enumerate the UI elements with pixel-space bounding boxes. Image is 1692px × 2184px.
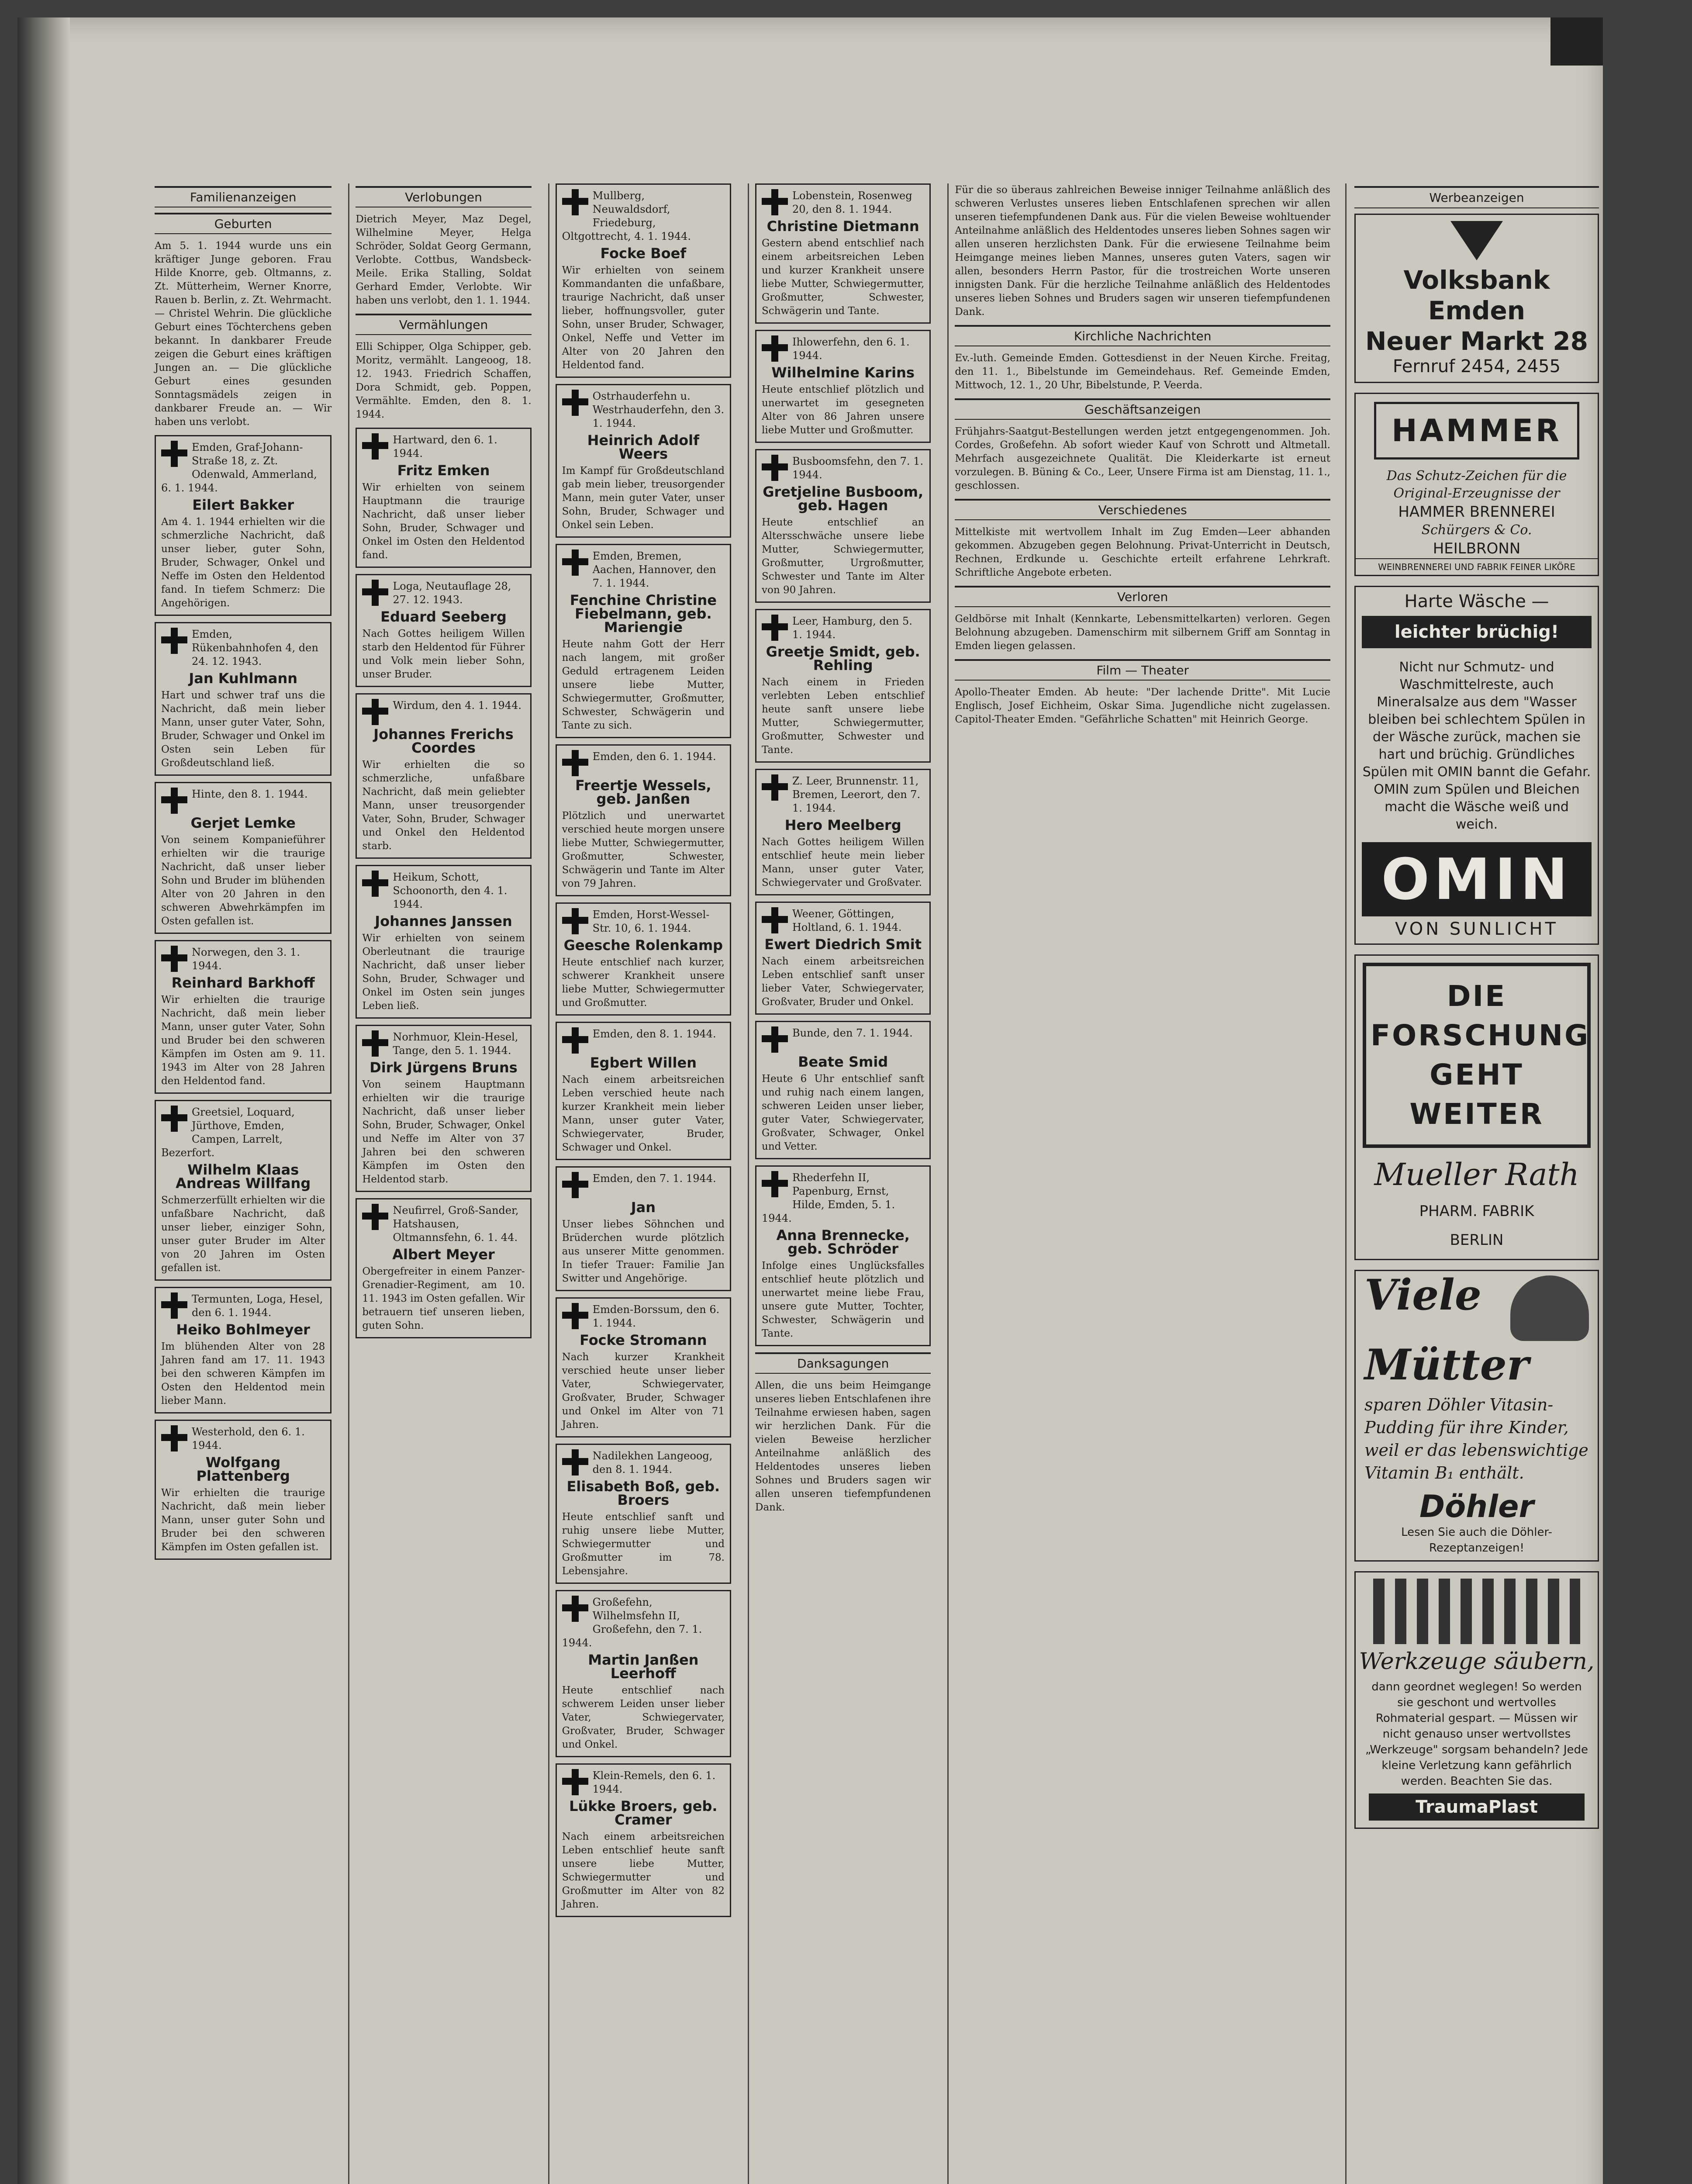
notice-body: Heute 6 Uhr entschlief sanft und ruhig nach einem langen, schweren Leiden unser lieber, guter Vater, Schwiegervater, Großvater, Schwager, Onkel und Vetter.: [762, 1073, 925, 1152]
death-notice: [556, 1590, 731, 1757]
hammer-strip: WEINBRENNEREI UND FABRIK FEINER LIKÖRE: [1356, 558, 1598, 575]
notice-name: Johannes Frerichs Coordes: [373, 726, 514, 756]
doehler-logo: Döhler: [1419, 1489, 1534, 1524]
death-notice: [556, 384, 731, 538]
notice-name: Heinrich Adolf Weers: [587, 432, 700, 462]
section-heading-film: Film — Theater: [955, 659, 1330, 681]
mueller-rath-sub1: PHARM. FABRIK: [1419, 1203, 1534, 1220]
column-5: [947, 183, 1336, 2184]
doehler-ad: [1354, 1270, 1599, 1562]
death-notice: [155, 1100, 331, 1281]
page-binding: [17, 17, 70, 2184]
notice-body: Wir erhielten die traurige Nachricht, daß mein lieber Mann, unser guter Vater, Sohn und Bruder bei den schweren Kämpfen im Osten am 9. 11. 1943 im Alter von 28 Jahren den Heldentod fand.: [161, 994, 325, 1087]
tools-icon: [1373, 1579, 1580, 1644]
notice-place-date: Lobenstein, Rosenweg 20, den 8. 1. 1944.: [792, 190, 912, 215]
traumaplast-ad: [1354, 1571, 1599, 1829]
volksbank-logo-icon: [1446, 221, 1507, 265]
column-2: [348, 183, 537, 2184]
iron-cross-icon: [161, 946, 187, 972]
notice-body: Wir erhielten von seinem Kommandanten die unfaßbare, traurige Nachricht, daß unser lieber, hoffnungsvoller, guter Sohn, unser Bruder, Schwager, Onkel, Neffe und Vetter im Alter von 20 Jahren den Heldentod fand.: [562, 265, 725, 371]
traumaplast-logo: TraumaPlast: [1369, 1794, 1585, 1821]
notice-name: Reinhard Barkhoff: [171, 975, 315, 991]
iron-cross-icon: [362, 433, 388, 460]
forschung-line1: DIE: [1447, 979, 1507, 1013]
iron-cross-icon: [762, 1026, 788, 1053]
notice-body: Von seinem Hauptmann erhielten wir die traurige Nachricht, daß unser lieber Sohn, Bruder, Schwager, Onkel und Neffe im Alter von 37 Jahren bei den schweren Kämpfen im Osten den Heldentod starb.: [362, 1079, 525, 1185]
iron-cross-icon: [762, 907, 788, 933]
film-text: Apollo-Theater Emden. Ab heute: "Der lachende Dritte". Mit Lucie Englisch, Josef Eichheim, Oskar Sima. Jugendliche nicht zugelassen. Capitol-Theater Emden. "Gefährliche Schatten" mit Heinrich George.: [955, 687, 1330, 725]
iron-cross-icon: [161, 628, 187, 654]
section-heading-church: Kirchliche Nachrichten: [955, 325, 1330, 346]
notice-place-date: Heikum, Schott, Schoonorth, den 4. 1. 1944.: [393, 871, 508, 910]
iron-cross-icon: [362, 871, 388, 897]
hammer-tagline: Das Schutz-Zeichen für die Original-Erzeugnisse der: [1386, 468, 1567, 501]
iron-cross-icon: [762, 615, 788, 641]
notice-place-date: Wirdum, den 4. 1. 1944.: [393, 699, 521, 712]
notice-name: Geesche Rolenkamp: [563, 937, 723, 954]
notice-name: Gretjeline Busboom, geb. Hagen: [763, 484, 924, 514]
notice-body: Nach einem in Frieden verlebten Leben entschlief heute sanft unsere liebe Mutter, Schwiegermutter, Großmutter, Schwester und Tante.: [762, 677, 925, 756]
notice-name: Fenchine Christine Fiebelmann, geb. Mariengie: [570, 592, 717, 636]
notice-name: Wilhelmine Karins: [771, 364, 915, 381]
notice-place-date: Norwegen, den 3. 1. 1944.: [192, 946, 300, 972]
death-notice: [556, 1763, 731, 1917]
business-text: Frühjahrs-Saatgut-Bestellungen werden jetzt entgegengenommen. Joh. Cordes, Großefehn. Ab sofort wieder Kauf von Schrott und Altmetall. Mehrfach ausgezeichnete Qualität. Die Kleiderkarte ist erneut vorzulegen. B. Büning & Co., Leer, Unsere Firma ist am Dienstag, 11. 1., geschlossen.: [955, 426, 1330, 491]
notice-body: Plötzlich und unerwartet verschied heute morgen unsere liebe Mutter, Schwiegermutter, Großmutter, Schwester, Schwägerin und Tante im Alter von 79 Jahren.: [562, 810, 725, 889]
notice-body: Nach Gottes heiligem Willen entschlief heute mein lieber Mann, unser guter Vater, Schwiegervater und Großvater.: [762, 836, 925, 888]
forschung-box: [1363, 963, 1591, 1148]
iron-cross-icon: [562, 1449, 588, 1476]
iron-cross-icon: [562, 908, 588, 934]
iron-cross-icon: [562, 1027, 588, 1054]
omin-title: Harte Wäsche —: [1404, 591, 1549, 612]
death-notice: [556, 1022, 731, 1160]
notice-name: Elisabeth Boß, geb. Broers: [566, 1478, 720, 1508]
notice-place-date: Klein-Remels, den 6. 1. 1944.: [592, 1769, 716, 1795]
iron-cross-icon: [562, 1596, 588, 1622]
notice-place-date: Hinte, den 8. 1. 1944.: [192, 788, 308, 800]
notice-place-date: Neufirrel, Groß-Sander, Hatshausen, Oltmannsfehn, 6. 1. 44.: [393, 1204, 519, 1244]
doehler-footer: Lesen Sie auch die Döhler-Rezeptanzeigen!: [1401, 1526, 1552, 1555]
notice-body: Heute entschlief nach kurzer, schwerer Krankheit unsere liebe Mutter, Schwiegermutter und Großmutter.: [562, 957, 725, 1009]
iron-cross-icon: [562, 390, 588, 416]
death-notice: [155, 622, 331, 776]
hammer-ad: [1354, 393, 1599, 576]
notice-name: Albert Meyer: [392, 1246, 495, 1263]
notice-name: Anna Brennecke, geb. Schröder: [776, 1227, 910, 1257]
births-text: Am 5. 1. 1944 wurde uns ein kräftiger Junge geboren. Frau Hilde Knorre, geb. Oltmanns, z. Zt. Mütterheim, Werner Knorre, Rauen b. Berlin, z. Zt. Wehrmacht. — Christel Wehrin. Die glückliche Geburt eines Töchterchens geben bekannt. In dankbarer Freude zeigen die Geburt eines kräftigen Jungen an. — Die glückliche Geburt eines gesunden Sonntagsmädels zeigen in dankbarer Freude an. — Wir haben uns verlobt.: [155, 240, 332, 428]
notice-body: Heute entschlief plötzlich und unerwartet im gesegneten Alter von 86 Jahren unsere liebe Mutter und Großmutter.: [762, 384, 925, 436]
hammer-logo: HAMMER: [1374, 402, 1579, 460]
notice-place-date: Emden, Rükenbahnhofen 4, den 24. 12. 1943.: [192, 628, 318, 667]
notice-list: [556, 183, 731, 1917]
notice-name: Focke Stromann: [580, 1332, 707, 1348]
omin-sub: VON SUNLICHT: [1395, 919, 1558, 939]
iron-cross-icon: [762, 1171, 788, 1197]
notice-body: Heute entschlief sanft und ruhig unsere liebe Mutter, Schwiegermutter und Großmutter im 78. Lebensjahre.: [562, 1511, 725, 1577]
iron-cross-icon: [362, 1030, 388, 1057]
notice-name: Gerjet Lemke: [190, 815, 296, 831]
death-notice: [155, 435, 331, 616]
hammer-owner: Schürgers & Co.: [1421, 522, 1532, 538]
section-heading-family: Familienanzeigen: [155, 186, 331, 207]
volksbank-address: Neuer Markt 28: [1365, 326, 1588, 356]
notice-name: Greetje Smidt, geb. Rehling: [766, 643, 920, 674]
notice-body: Heute nahm Gott der Herr nach langem, mit großer Geduld ertragenem Leiden unsere liebe Mutter, Schwiegermutter, Großmutter, Schwester, Schwägerin und Tante zu sich.: [562, 639, 725, 731]
death-notice: [755, 330, 931, 443]
death-notice: [755, 902, 931, 1015]
notice-list: [155, 435, 331, 1560]
death-notice: [755, 183, 931, 324]
notice-place-date: Emden, den 6. 1. 1944.: [592, 750, 716, 763]
notice-body: Nach einem arbeitsreichen Leben verschied heute nach kurzer Krankheit mein lieber Mann, unser guter Vater, Schwiegervater, Bruder, Schwager und Onkel.: [562, 1074, 725, 1153]
omin-highlight: leichter brüchig!: [1362, 616, 1592, 648]
notice-place-date: Rhederfehn II, Papenburg, Ernst, Hilde, Emden, 5. 1. 1944.: [762, 1171, 895, 1224]
death-notice: [155, 1420, 331, 1560]
thanks-text-continued: Für die so überaus zahlreichen Beweise inniger Teilnahme anläßlich des schweren Verlustes unseres lieben Entschlafenen sprechen wir allen unseren tiefempfundenen Dank aus. Für die vielen Beweise wohltuender Anteilnahme anläßlich des Heldentodes unseres lieben Sohnes sagen wir allen unseren herzlichsten Dank. Für die erwiesene Teilnahme beim Heimgange meines lieben Mannes, unseres guten Vaters, sagen wir allen, besonders Herrn Pastor, für die trostreichen Worte unseren innigsten Dank. Für die herzliche Teilnahme anläßlich des Heldentodes unseres lieben Sohnes und Bruders sagen wir unseren tiefempfundenen Dank.: [955, 184, 1330, 318]
notice-name: Wolfgang Plattenberg: [196, 1454, 290, 1484]
column-1: [148, 183, 338, 2184]
death-notice: [356, 865, 531, 1019]
ads-column: [1345, 183, 1599, 2184]
notice-place-date: Nadilekhen Langeoog, den 8. 1. 1944.: [592, 1450, 713, 1476]
notice-name: Jan Kuhlmann: [189, 670, 297, 687]
notice-place-date: Busboomsfehn, den 7. 1. 1944.: [792, 455, 924, 481]
notice-place-date: Norhmuor, Klein-Hesel, Tange, den 5. 1. 1944.: [393, 1031, 518, 1057]
death-notice: [755, 1165, 931, 1346]
section-heading-lost: Verloren: [955, 586, 1330, 607]
notice-name: Egbert Willen: [590, 1054, 697, 1071]
notice-name: Jan: [631, 1199, 656, 1216]
notice-body: Heute entschlief an Altersschwäche unsere liebe Mutter, Schwiegermutter, Großmutter, Urgroßmutter, Schwester und Tante im Alter von 90 Jahren.: [762, 517, 925, 596]
newspaper-page: [17, 17, 1603, 2184]
weddings-text: Elli Schipper, Olga Schipper, geb. Moritz, vermählt. Langeoog, 18. 12. 1943. Friedrich Schaffen, Dora Schmidt, geb. Poppen, Vermählte. Emden, den 8. 1. 1944.: [356, 341, 532, 420]
death-notice: [356, 1025, 531, 1192]
notice-name: Fritz Emken: [397, 462, 490, 479]
column-3: [548, 183, 737, 2184]
section-heading-births: Geburten: [155, 213, 331, 234]
column-4: [748, 183, 937, 2184]
notice-place-date: Loga, Neutauflage 28, 27. 12. 1943.: [393, 580, 511, 606]
notice-list: [755, 183, 931, 1346]
mueller-rath-ad: [1354, 954, 1599, 1260]
notice-place-date: Westerhold, den 6. 1. 1944.: [192, 1426, 305, 1451]
notice-name: Freertje Wessels, geb. Janßen: [575, 777, 711, 807]
engagements-text: Dietrich Meyer, Maz Degel, Wilhelmine Meyer, Helga Schröder, Soldat Georg Germann, Verlobte. Cottbus, Wandsbeck-Meile. Erika Stalling, Soldat Gerhard Emder, Verlobte. Wir haben uns verlobt, den 1. 1. 1944.: [356, 214, 532, 306]
notice-name: Johannes Janssen: [375, 913, 512, 930]
iron-cross-icon: [161, 1106, 187, 1132]
iron-cross-icon: [562, 1303, 588, 1329]
death-notice: [556, 1297, 731, 1438]
section-heading-engagements: Verlobungen: [356, 186, 531, 207]
omin-body: Nicht nur Schmutz- und Waschmittelreste, auch Mineralsalze aus dem "Wasser bleiben bei schlechtem Spülen in der Wäsche zurück, machen sie hart und brüchig. Gründliches Spülen mit OMIN bannt die Gefahr. OMIN zum Spülen und Bleichen macht die Wäsche weiß und weich.: [1362, 660, 1591, 832]
notice-body: Wir erhielten von seinem Hauptmann die traurige Nachricht, daß unser lieber Sohn, Bruder, Schwager und Onkel im Osten den Heldentod fand.: [362, 482, 525, 561]
iron-cross-icon: [362, 699, 388, 725]
notice-place-date: Emden-Borssum, den 6. 1. 1944.: [592, 1303, 720, 1329]
notice-place-date: Hartward, den 6. 1. 1944.: [393, 434, 497, 460]
doehler-headline-2: Mütter: [1364, 1340, 1529, 1389]
death-notice: [155, 1287, 331, 1413]
notice-place-date: Emden, Bremen, Aachen, Hannover, den 7. 1. 1944.: [592, 550, 716, 589]
lost-text: Geldbörse mit Inhalt (Kennkarte, Lebensmittelkarten) verloren. Gegen Belohnung abzugeben. Damenschirm mit silbernem Griff am Sonntag in Emden liegen gelassen.: [955, 613, 1330, 652]
iron-cross-icon: [562, 1172, 588, 1198]
forschung-line3: GEHT: [1430, 1058, 1524, 1092]
notice-place-date: Leer, Hamburg, den 5. 1. 1944.: [792, 615, 912, 641]
death-notice: [556, 183, 731, 378]
iron-cross-icon: [362, 580, 388, 606]
notice-body: Unser liebes Söhnchen und Brüderchen wurde plötzlich aus unserer Mitte genommen. In tiefer Trauer: Familie Jan Switter und Angehörige.: [562, 1219, 725, 1284]
traumaplast-title: Werkzeuge säubern,: [1359, 1648, 1595, 1675]
notice-place-date: Emden, Graf-Johann-Straße 18, z. Zt. Odenwald, Ammerland, 6. 1. 1944.: [161, 441, 317, 494]
iron-cross-icon: [562, 750, 588, 776]
volksbank-name: Volksbank Emden: [1403, 265, 1550, 325]
notice-body: Nach kurzer Krankheit verschied heute unser lieber Vater, Schwiegervater, Großvater, Bruder, Schwager und Onkel im Alter von 71 Jahren.: [562, 1351, 725, 1431]
notice-body: Hart und schwer traf uns die Nachricht, daß mein lieber Mann, unser guter Vater, Sohn, Bruder, Schwager und Onkel im Osten sein Leben für Großdeutschland ließ.: [161, 690, 325, 769]
forschung-line4: WEITER: [1409, 1097, 1544, 1131]
section-heading-ads: Werbeanzeigen: [1354, 186, 1599, 208]
iron-cross-icon: [161, 1425, 187, 1451]
volksbank-ad: [1354, 214, 1599, 383]
section-heading-weddings: Vermählungen: [356, 314, 531, 335]
notice-body: Gestern abend entschlief nach einem arbeitsreichen Leben und kurzer Krankheit unsere liebe Mutter, Schwiegermutter, Großmutter, Schwester, Schwägerin und Tante.: [762, 238, 925, 317]
corner-tab: [1550, 17, 1603, 66]
notice-name: Hero Meelberg: [784, 817, 901, 833]
notice-body: Infolge eines Unglücksfalles entschlief heute plötzlich und unerwartet meine liebe Frau, unsere gute Mutter, Tochter, Schwester, Schwägerin und Tante.: [762, 1260, 925, 1339]
death-notice: [356, 1198, 531, 1338]
notice-place-date: Emden, den 7. 1. 1944.: [592, 1172, 716, 1185]
notice-name: Martin Janßen Leerhoff: [588, 1652, 699, 1682]
death-notice: [755, 1021, 931, 1159]
iron-cross-icon: [161, 441, 187, 467]
notice-place-date: Mullberg, Neuwaldsdorf, Friedeburg, Oltgottrecht, 4. 1. 1944.: [562, 190, 691, 242]
notice-body: Nach einem arbeitsreichen Leben entschlief heute sanft unsere liebe Mutter, Schwiegermutter und Großmutter im Alter von 82 Jahren.: [562, 1831, 725, 1910]
death-notice: [356, 574, 531, 687]
notice-body: Nach einem arbeitsreichen Leben entschlief sanft unser lieber Vater, Schwiegervater, Großvater, Bruder und Onkel.: [762, 956, 925, 1008]
forschung-line2: FORSCHUNG: [1371, 1019, 1590, 1052]
iron-cross-icon: [762, 774, 788, 801]
death-notice: [755, 609, 931, 763]
notice-place-date: Bunde, den 7. 1. 1944.: [792, 1027, 913, 1039]
notice-name: Focke Boef: [600, 245, 687, 262]
iron-cross-icon: [161, 1292, 187, 1319]
notice-body: Obergefreiter in einem Panzer-Grenadier-Regiment, am 10. 11. 1943 im Osten gefallen. Wir betrauern tief unseren lieben, guten Sohn.: [362, 1266, 525, 1331]
death-notice: [556, 902, 731, 1016]
notice-place-date: Z. Leer, Brunnenstr. 11, Bremen, Leerort, den 7. 1. 1944.: [792, 775, 921, 814]
death-notice: [155, 782, 331, 934]
notice-body: Von seinem Kompanieführer erhielten wir die traurige Nachricht, daß unser lieber Sohn und Bruder im blühenden Alter von 20 Jahren in den schweren Abwehrkämpfen im Osten gefallen ist.: [161, 834, 325, 927]
church-text: Ev.-luth. Gemeinde Emden. Gottesdienst in der Neuen Kirche. Freitag, den 11. 1., Bibelstunde im Gemeindehaus. Ref. Gemeinde Emden, Mittwoch, 12. 1., 20 Uhr, Bibelstunde, P. Veerda.: [955, 352, 1330, 391]
iron-cross-icon: [161, 788, 187, 814]
hammer-company: HAMMER BRENNEREI: [1398, 503, 1555, 521]
iron-cross-icon: [762, 455, 788, 481]
notice-name: Wilhelm Klaas Andreas Willfang: [176, 1161, 311, 1192]
notice-name: Christine Dietmann: [767, 218, 919, 235]
death-notice: [755, 449, 931, 603]
hammer-city: HEILBRONN: [1433, 540, 1521, 557]
iron-cross-icon: [762, 189, 788, 215]
notice-place-date: Greetsiel, Loquard, Jürthove, Emden, Campen, Larrelt, Bezerfort.: [161, 1106, 295, 1159]
thanks-text: Allen, die uns beim Heimgange unseres lieben Entschlafenen ihre Teilnahme erwiesen haben, sagen wir herzlichen Dank. Für die vielen Beweise herzlicher Anteilnahme anläßlich des Heldentodes unseres lieben Sohnes und Bruders sagen wir allen unseren tiefempfundenen Dank.: [755, 1380, 931, 1513]
notice-name: Ewert Diedrich Smit: [764, 936, 922, 953]
omin-ad: [1354, 586, 1599, 945]
mueller-rath-logo: Mueller Rath: [1374, 1157, 1579, 1192]
death-notice: [755, 769, 931, 895]
iron-cross-icon: [762, 335, 788, 362]
notice-body: Schmerzerfüllt erhielten wir die unfaßbare Nachricht, daß unser lieber, einziger Sohn, unser guter Bruder im Alter von 20 Jahren im Osten gefallen ist.: [161, 1195, 325, 1274]
iron-cross-icon: [562, 189, 588, 215]
notice-body: Nach Gottes heiligem Willen starb den Heldentod für Führer und Volk mein lieber Sohn, unser Bruder.: [362, 628, 525, 680]
notice-name: Eilert Bakker: [192, 497, 294, 513]
notice-body: Am 4. 1. 1944 erhielten wir die schmerzliche Nachricht, daß unser lieber, guter Sohn, Bruder, Schwager, Onkel und Neffe im Osten den Heldentod fand. In tiefem Schmerz: Die Angehörigen.: [161, 516, 325, 609]
notice-name: Dirk Jürgens Bruns: [369, 1059, 518, 1076]
death-notice: [556, 1444, 731, 1584]
notice-place-date: Emden, den 8. 1. 1944.: [592, 1028, 716, 1040]
iron-cross-icon: [562, 1769, 588, 1795]
section-heading-thanks: Danksagungen: [755, 1352, 931, 1374]
notice-body: Im Kampf für Großdeutschland gab mein lieber, treusorgender Mann, mein guter Vater, unser Sohn, Bruder, Schwager und Onkel sein Leben.: [562, 465, 725, 531]
death-notice: [556, 744, 731, 896]
section-heading-business: Geschäftsanzeigen: [955, 398, 1330, 420]
doehler-body: sparen Döhler Vitasin-Pudding für ihre Kinder, weil er das lebenswichtige Vitamin B₁ enthält.: [1364, 1395, 1588, 1482]
traumaplast-body: dann geordnet weglegen! So werden sie geschont und wertvolles Rohmaterial gespart. — Müssen wir nicht genauso unser wertvollstes „Werkzeuge" sorgsam behandeln? Jede kleine Verletzung kann gefährlich werden. Beachten Sie das.: [1365, 1680, 1588, 1788]
notice-place-date: Weener, Göttingen, Holtland, 6. 1. 1944.: [792, 908, 902, 933]
notice-body: Wir erhielten die so schmerzliche, unfaßbare Nachricht, daß mein geliebter Mann, unser treusorgender Vater, Sohn, Bruder, Schwager und Onkel den Heldentod starb.: [362, 759, 525, 852]
omin-logo: OMIN: [1362, 842, 1592, 916]
death-notice: [556, 544, 731, 738]
iron-cross-icon: [362, 1204, 388, 1230]
notice-body: Im blühenden Alter von 28 Jahren fand am 17. 11. 1943 bei den schweren Kämpfen im Osten den Heldentod mein lieber Mann.: [161, 1341, 325, 1406]
death-notice: [356, 693, 531, 859]
notice-list: [356, 428, 531, 1338]
notice-body: Heute entschlief nach schwerem Leiden unser lieber Vater, Schwiegervater, Großvater, Bruder, Schwager und Onkel.: [562, 1685, 725, 1750]
section-heading-misc: Verschiedenes: [955, 499, 1330, 520]
notice-name: Heiko Bohlmeyer: [176, 1321, 310, 1338]
announcement-columns: [148, 183, 1336, 2184]
doehler-headline-1: Viele: [1364, 1270, 1481, 1320]
death-notice: [356, 428, 531, 568]
notice-name: Eduard Seeberg: [380, 608, 507, 625]
death-notice: [155, 940, 331, 1094]
notice-place-date: Ihlowerfehn, den 6. 1. 1944.: [792, 336, 910, 362]
notice-place-date: Emden, Horst-Wessel-Str. 10, 6. 1. 1944.: [592, 909, 710, 934]
volksbank-phone: Fernruf 2454, 2455: [1392, 356, 1561, 377]
death-notice: [556, 1166, 731, 1291]
notice-place-date: Großefehn, Wilhelmsfehn II, Großefehn, den 7. 1. 1944.: [562, 1596, 702, 1649]
misc-text: Mittelkiste mit wertvollem Inhalt im Zug Emden—Leer abhanden gekommen. Abzugeben gegen Belohnung. Privat-Unterricht in Deutsch, Rechnen, Erdkunde u. Geschichte erteilt erfahrene Lehrkraft. Schriftliche Angebote erbeten.: [955, 526, 1330, 578]
notice-name: Lükke Broers, geb. Cramer: [569, 1798, 718, 1828]
iron-cross-icon: [562, 549, 588, 576]
notice-body: Wir erhielten die traurige Nachricht, daß mein lieber Mann, unser guter Sohn und Bruder bei den schweren Kämpfen im Osten gefallen ist.: [161, 1487, 325, 1553]
notice-place-date: Ostrhauderfehn u. Westrhauderfehn, den 3. 1. 1944.: [592, 390, 725, 429]
notice-body: Wir erhielten von seinem Oberleutnant die traurige Nachricht, daß unser lieber Sohn, Bruder, Schwager und Onkel im Osten sein junges Leben ließ.: [362, 933, 525, 1012]
mueller-rath-sub2: BERLIN: [1450, 1231, 1504, 1249]
notice-name: Beate Smid: [798, 1054, 888, 1070]
notice-place-date: Termunten, Loga, Hesel, den 6. 1. 1944.: [192, 1293, 323, 1319]
